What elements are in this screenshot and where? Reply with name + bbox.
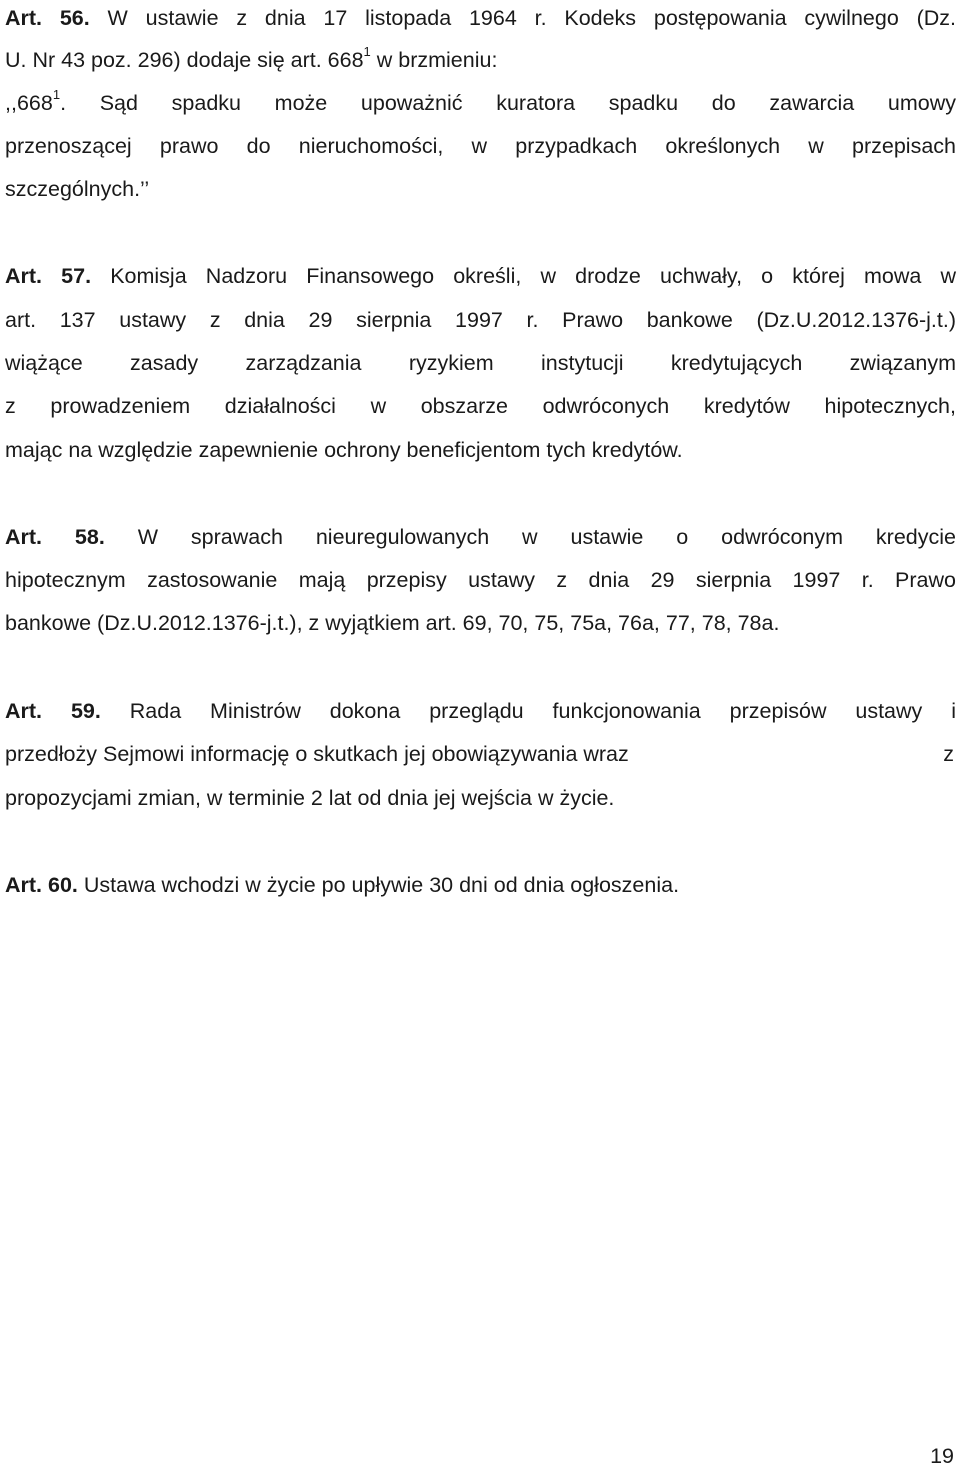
art57-number: Art. 57. bbox=[5, 264, 92, 288]
art59-line-2 bbox=[5, 739, 956, 769]
art58-text-1: W sprawach nieuregulowanych w ustawie o odwróconym kredycie bbox=[137, 525, 956, 549]
art57-line-2: art. 137 ustawy z dnia 29 sierpnia 1997 r. Prawo bankowe (Dz.U.2012.1376-j.t.) bbox=[5, 308, 956, 332]
art56-line-1 bbox=[5, 3, 956, 33]
art59-line-3: propozycjami zmian, w terminie 2 lat od dnia jej wejścia w życie. bbox=[5, 786, 615, 810]
art56-line-3 bbox=[5, 88, 956, 118]
art59-text-2-tail: z bbox=[943, 742, 954, 766]
art56-line-2 bbox=[5, 45, 956, 75]
art57-text-1: Komisja Nadzoru Finansowego określi, w drodze uchwały, o której mowa w bbox=[110, 264, 956, 288]
art56-superscript-2: 1 bbox=[52, 86, 61, 102]
art57-line-5: mając na względzie zapewnienie ochrony beneficjentom tych kredytów. bbox=[5, 438, 683, 462]
art60-text-1: Ustawa wchodzi w życie po upływie 30 dni od dnia ogłoszenia. bbox=[83, 873, 680, 897]
art59-text-1: Rada Ministrów dokona przeglądu funkcjonowania przepisów ustawy i bbox=[129, 699, 956, 723]
art59-line-1 bbox=[5, 696, 956, 726]
art59-text-2: przedłoży Sejmowi informację o skutkach jej obowiązywania wraz bbox=[5, 742, 629, 766]
art57-line-4: z prowadzeniem działalności w obszarze odwróconych kredytów hipotecznych, bbox=[5, 394, 956, 418]
art56-text-2a: U. Nr 43 poz. 296) dodaje się art. 668 bbox=[5, 48, 364, 72]
art59-number: Art. 59. bbox=[5, 699, 101, 723]
art60-number: Art. 60. bbox=[5, 873, 78, 897]
art56-superscript-1: 1 bbox=[363, 43, 371, 59]
art56-text-3b: . Sąd spadku może upoważnić kuratora spadku do zawarcia umowy bbox=[60, 91, 956, 115]
art58-line-2: hipotecznym zastosowanie mają przepisy ustawy z dnia 29 sierpnia 1997 r. Prawo bbox=[5, 568, 956, 592]
art56-number: Art. 56. bbox=[5, 6, 90, 30]
art57-line-3: wiążące zasady zarządzania ryzykiem instytucji kredytujących związanym bbox=[5, 351, 956, 375]
art60-line-1 bbox=[5, 870, 956, 900]
art56-text-3a: ,,668 bbox=[5, 91, 53, 115]
art56-text-1: W ustawie z dnia 17 listopada 1964 r. Kodeks postępowania cywilnego (Dz. bbox=[107, 6, 956, 30]
art58-line-1 bbox=[5, 522, 956, 552]
art58-number: Art. 58. bbox=[5, 525, 105, 549]
art56-line-5: szczególnych.’’ bbox=[5, 177, 150, 201]
page-number: 19 bbox=[930, 1444, 954, 1468]
art56-line-4: przenoszącej prawo do nieruchomości, w przypadkach określonych w przepisach bbox=[5, 134, 956, 158]
art58-line-3: bankowe (Dz.U.2012.1376-j.t.), z wyjątkiem art. 69, 70, 75, 75a, 76a, 77, 78, 78a. bbox=[5, 611, 780, 635]
art56-text-2b: w brzmieniu: bbox=[370, 48, 498, 72]
art57-line-1 bbox=[5, 261, 956, 291]
